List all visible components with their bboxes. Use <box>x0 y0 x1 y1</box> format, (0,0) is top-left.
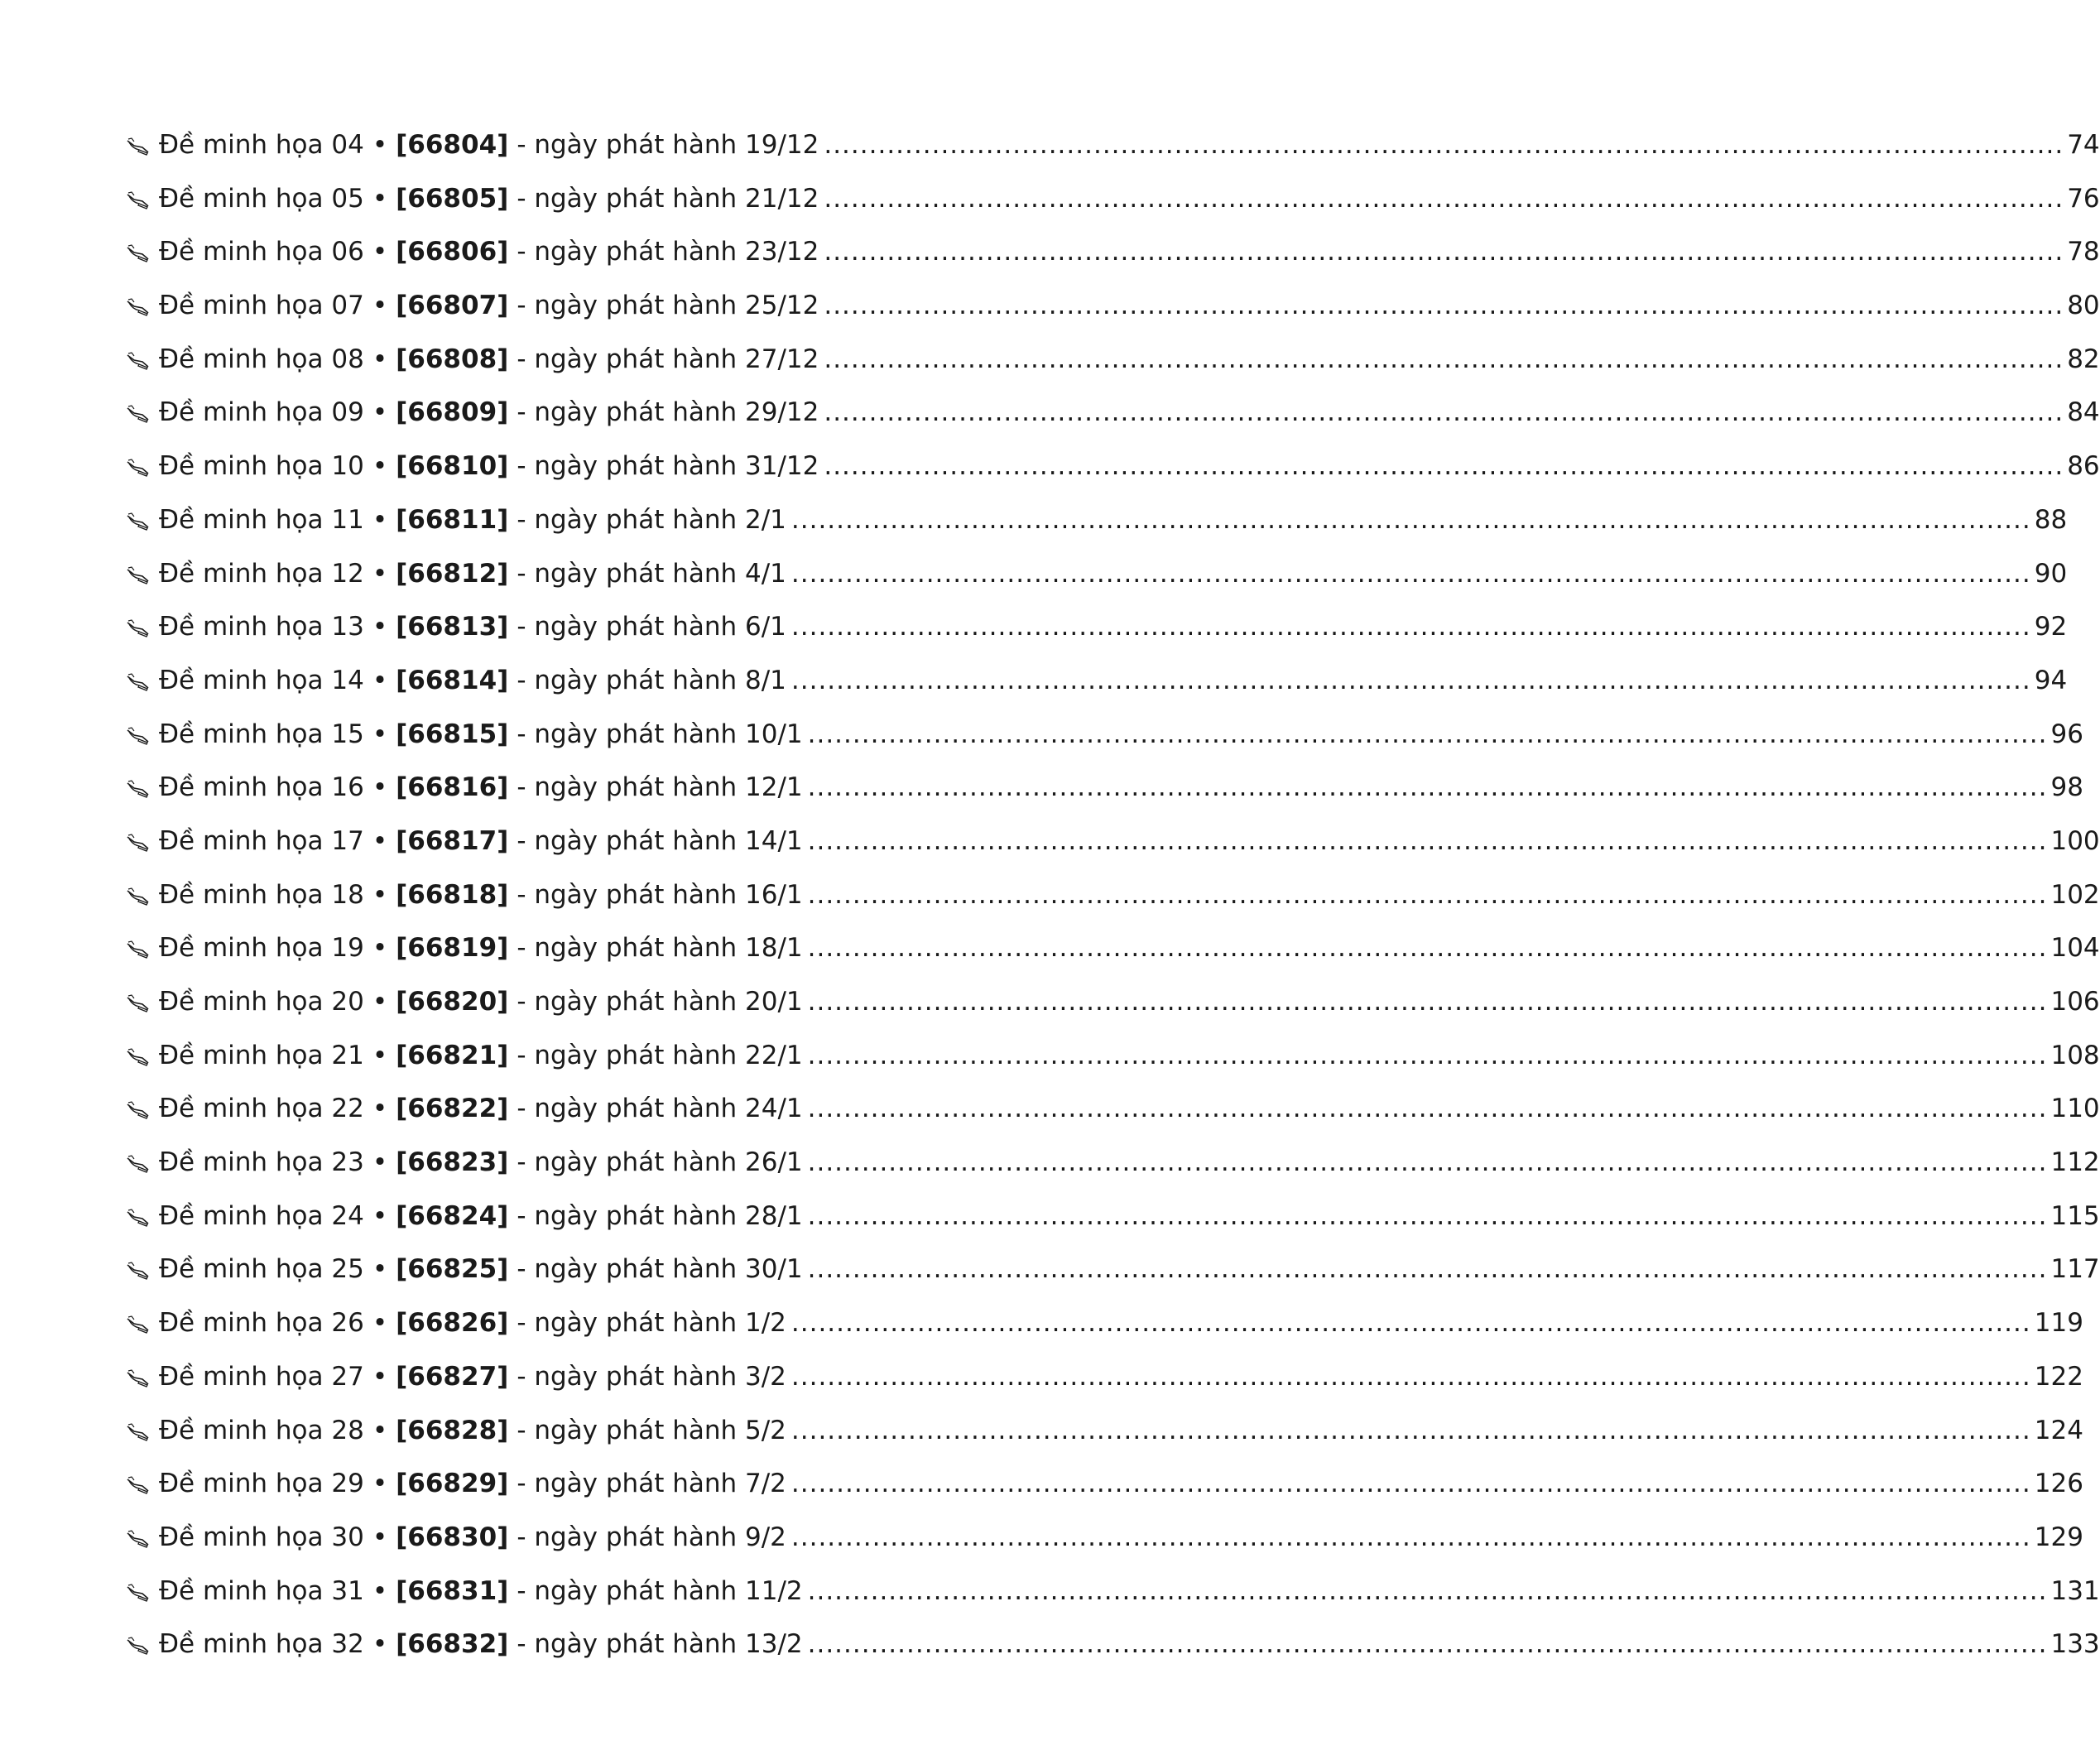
entry-code: [66813] <box>396 612 509 642</box>
dot-leader: .......................................................................................................................................... <box>807 933 2048 964</box>
bullet-separator: • <box>372 719 388 749</box>
entry-code: [66808] <box>396 344 509 374</box>
writing-hand-icon <box>126 457 151 477</box>
entry-title: Đề minh họa 17 <box>159 825 364 856</box>
dot-leader: .......................................................................................................................................... <box>807 719 2048 749</box>
bullet-separator: • <box>372 1415 388 1445</box>
entry-page-number: 82 <box>2067 344 2100 374</box>
entry-title: Đề minh họa 30 <box>159 1522 364 1552</box>
entry-title: Đề minh họa 14 <box>159 665 364 695</box>
entry-title: Đề minh họa 15 <box>159 719 364 749</box>
entry-title: Đề minh họa 18 <box>159 879 364 910</box>
entry-code: [66805] <box>396 183 509 214</box>
bullet-separator: • <box>372 1254 388 1285</box>
table-of-contents <box>126 118 2100 1671</box>
entry-page-number: 96 <box>2050 719 2083 749</box>
entry-code: [66817] <box>396 825 509 856</box>
toc-entry[interactable] <box>126 225 2100 279</box>
bullet-separator: • <box>372 987 388 1017</box>
dot-leader: .......................................................................................................................................... <box>807 772 2048 803</box>
entry-title: Đề minh họa 31 <box>159 1575 364 1606</box>
toc-entry[interactable] <box>126 1511 2083 1565</box>
writing-hand-icon <box>126 1635 151 1655</box>
bullet-separator: • <box>372 237 388 267</box>
entry-title: Đề minh họa 20 <box>159 987 364 1017</box>
entry-code: [66820] <box>396 987 509 1017</box>
entry-page-number: 94 <box>2034 665 2068 695</box>
bullet-separator: • <box>372 291 388 321</box>
toc-entry[interactable] <box>126 815 2100 868</box>
entry-page-number: 115 <box>2050 1200 2100 1231</box>
writing-hand-icon <box>126 565 151 584</box>
entry-page-number: 108 <box>2050 1040 2100 1070</box>
entry-release-date: - ngày phát hành 5/2 <box>517 1415 786 1445</box>
dot-leader: .......................................................................................................................................... <box>791 1522 2031 1552</box>
dot-leader: .......................................................................................................................................... <box>824 183 2064 214</box>
entry-title: Đề minh họa 13 <box>159 612 364 642</box>
toc-entry[interactable] <box>126 921 2100 975</box>
entry-code: [66804] <box>396 130 509 160</box>
entry-release-date: - ngày phát hành 7/2 <box>517 1469 786 1499</box>
bullet-separator: • <box>372 612 388 642</box>
dot-leader: .......................................................................................................................................... <box>807 1094 2048 1124</box>
toc-entry[interactable] <box>126 1136 2100 1190</box>
bullet-separator: • <box>372 1308 388 1339</box>
entry-code: [66806] <box>396 237 509 267</box>
entry-page-number: 86 <box>2067 451 2100 482</box>
entry-release-date: - ngày phát hành 25/12 <box>517 291 819 321</box>
entry-release-date: - ngày phát hành 4/1 <box>517 558 786 589</box>
entry-page-number: 78 <box>2067 237 2100 267</box>
writing-hand-icon <box>126 1099 151 1119</box>
entry-release-date: - ngày phát hành 9/2 <box>517 1522 786 1552</box>
entry-title: Đề minh họa 12 <box>159 558 364 589</box>
entry-title: Đề minh họa 10 <box>159 451 364 482</box>
bullet-separator: • <box>372 825 388 856</box>
writing-hand-icon <box>126 1368 151 1387</box>
entry-code: [66826] <box>396 1308 509 1339</box>
toc-entry[interactable] <box>126 600 2068 654</box>
entry-page-number: 131 <box>2050 1575 2100 1606</box>
entry-title: Đề minh họa 32 <box>159 1629 364 1660</box>
entry-release-date: - ngày phát hành 14/1 <box>517 825 803 856</box>
writing-hand-icon <box>126 993 151 1012</box>
entry-page-number: 126 <box>2034 1469 2083 1499</box>
toc-entry[interactable] <box>126 1243 2100 1296</box>
writing-hand-icon <box>126 886 151 906</box>
dot-leader: .......................................................................................................................................... <box>791 612 2031 642</box>
entry-code: [66818] <box>396 879 509 910</box>
bullet-separator: • <box>372 665 388 695</box>
writing-hand-icon <box>126 1421 151 1441</box>
entry-title: Đề minh họa 24 <box>159 1200 364 1231</box>
dot-leader: .......................................................................................................................................... <box>824 397 2064 428</box>
entry-release-date: - ngày phát hành 22/1 <box>517 1040 803 1070</box>
dot-leader: .......................................................................................................................................... <box>791 1415 2031 1445</box>
entry-code: [66828] <box>396 1415 509 1445</box>
writing-hand-icon <box>126 1314 151 1334</box>
dot-leader: .......................................................................................................................................... <box>824 344 2064 374</box>
toc-entry[interactable] <box>126 440 2100 493</box>
dot-leader: .......................................................................................................................................... <box>791 665 2031 695</box>
toc-entry[interactable] <box>126 1296 2083 1350</box>
bullet-separator: • <box>372 558 388 589</box>
entry-title: Đề minh họa 23 <box>159 1147 364 1178</box>
entry-title: Đề minh họa 08 <box>159 344 364 374</box>
dot-leader: .......................................................................................................................................... <box>791 558 2031 589</box>
dot-leader: .......................................................................................................................................... <box>807 879 2048 910</box>
entry-release-date: - ngày phát hành 6/1 <box>517 612 786 642</box>
entry-page-number: 88 <box>2034 504 2068 535</box>
entry-title: Đề minh họa 07 <box>159 291 364 321</box>
dot-leader: .......................................................................................................................................... <box>824 130 2064 160</box>
entry-page-number: 98 <box>2050 772 2083 803</box>
entry-code: [66832] <box>396 1629 509 1660</box>
entry-title: Đề minh họa 19 <box>159 933 364 964</box>
entry-title: Đề minh họa 05 <box>159 183 364 214</box>
toc-entry[interactable] <box>126 279 2100 333</box>
entry-title: Đề minh họa 21 <box>159 1040 364 1070</box>
toc-entry[interactable] <box>126 1082 2100 1136</box>
entry-page-number: 92 <box>2034 612 2068 642</box>
entry-code: [66812] <box>396 558 509 589</box>
bullet-separator: • <box>372 1361 388 1392</box>
bullet-separator: • <box>372 933 388 964</box>
entry-release-date: - ngày phát hành 27/12 <box>517 344 819 374</box>
toc-entry[interactable] <box>126 868 2100 922</box>
dot-leader: .......................................................................................................................................... <box>807 1147 2048 1178</box>
entry-code: [66816] <box>396 772 509 803</box>
bullet-separator: • <box>372 1575 388 1606</box>
toc-entry[interactable] <box>126 1029 2100 1083</box>
entry-page-number: 117 <box>2050 1254 2100 1285</box>
entry-code: [66823] <box>396 1147 509 1178</box>
entry-page-number: 110 <box>2050 1094 2100 1124</box>
dot-leader: .......................................................................................................................................... <box>824 451 2064 482</box>
entry-release-date: - ngày phát hành 23/12 <box>517 237 819 267</box>
writing-hand-icon <box>126 1046 151 1066</box>
writing-hand-icon <box>126 1260 151 1280</box>
toc-entry[interactable] <box>126 1404 2083 1458</box>
entry-page-number: 102 <box>2050 879 2100 910</box>
entry-page-number: 122 <box>2034 1361 2083 1392</box>
bullet-separator: • <box>372 772 388 803</box>
writing-hand-icon <box>126 1153 151 1173</box>
bullet-separator: • <box>372 1147 388 1178</box>
entry-release-date: - ngày phát hành 26/1 <box>517 1147 803 1178</box>
entry-release-date: - ngày phát hành 30/1 <box>517 1254 803 1285</box>
entry-release-date: - ngày phát hành 29/12 <box>517 397 819 428</box>
toc-entry[interactable] <box>126 654 2068 708</box>
toc-entry[interactable] <box>126 333 2100 387</box>
writing-hand-icon <box>126 939 151 959</box>
entry-title: Đề minh họa 28 <box>159 1415 364 1445</box>
entry-title: Đề minh họa 06 <box>159 237 364 267</box>
bullet-separator: • <box>372 1469 388 1499</box>
entry-page-number: 129 <box>2034 1522 2083 1552</box>
toc-entry[interactable] <box>126 1190 2100 1243</box>
entry-code: [66819] <box>396 933 509 964</box>
dot-leader: .......................................................................................................................................... <box>824 291 2064 321</box>
entry-title: Đề minh họa 27 <box>159 1361 364 1392</box>
dot-leader: .......................................................................................................................................... <box>807 1200 2048 1231</box>
entry-release-date: - ngày phát hành 18/1 <box>517 933 803 964</box>
bullet-separator: • <box>372 504 388 535</box>
entry-release-date: - ngày phát hành 19/12 <box>517 130 819 160</box>
entry-code: [66830] <box>396 1522 509 1552</box>
writing-hand-icon <box>126 1582 151 1602</box>
entry-release-date: - ngày phát hành 3/2 <box>517 1361 786 1392</box>
entry-code: [66811] <box>396 504 509 535</box>
entry-code: [66831] <box>396 1575 509 1606</box>
entry-title: Đề minh họa 16 <box>159 772 364 803</box>
entry-code: [66814] <box>396 665 509 695</box>
toc-entry[interactable] <box>126 708 2083 762</box>
toc-entry[interactable] <box>126 1618 2100 1671</box>
writing-hand-icon <box>126 136 151 156</box>
writing-hand-icon <box>126 403 151 423</box>
writing-hand-icon <box>126 296 151 316</box>
entry-page-number: 124 <box>2034 1415 2083 1445</box>
bullet-separator: • <box>372 397 388 428</box>
entry-title: Đề minh họa 22 <box>159 1094 364 1124</box>
writing-hand-icon <box>126 243 151 262</box>
entry-code: [66810] <box>396 451 509 482</box>
toc-entry[interactable] <box>126 547 2068 601</box>
writing-hand-icon <box>126 671 151 691</box>
writing-hand-icon <box>126 778 151 798</box>
entry-page-number: 74 <box>2067 130 2100 160</box>
entry-page-number: 84 <box>2067 397 2100 428</box>
dot-leader: .......................................................................................................................................... <box>807 1254 2048 1285</box>
dot-leader: .......................................................................................................................................... <box>807 987 2048 1017</box>
entry-release-date: - ngày phát hành 24/1 <box>517 1094 803 1124</box>
entry-page-number: 76 <box>2067 183 2100 214</box>
entry-page-number: 80 <box>2067 291 2100 321</box>
entry-title: Đề minh họa 29 <box>159 1469 364 1499</box>
writing-hand-icon <box>126 350 151 370</box>
bullet-separator: • <box>372 183 388 214</box>
writing-hand-icon <box>126 1207 151 1227</box>
toc-entry[interactable] <box>126 386 2100 440</box>
bullet-separator: • <box>372 344 388 374</box>
entry-page-number: 104 <box>2050 933 2100 964</box>
entry-release-date: - ngày phát hành 20/1 <box>517 987 803 1017</box>
entry-title: Đề minh họa 04 <box>159 130 364 160</box>
toc-entry[interactable] <box>126 493 2068 547</box>
entry-code: [66809] <box>396 397 509 428</box>
entry-page-number: 133 <box>2050 1629 2100 1660</box>
toc-entry[interactable] <box>126 1457 2083 1511</box>
bullet-separator: • <box>372 879 388 910</box>
dot-leader: .......................................................................................................................................... <box>807 825 2048 856</box>
dot-leader: .......................................................................................................................................... <box>807 1629 2048 1660</box>
entry-title: Đề minh họa 25 <box>159 1254 364 1285</box>
entry-code: [66807] <box>396 291 509 321</box>
entry-release-date: - ngày phát hành 11/2 <box>517 1575 803 1606</box>
bullet-separator: • <box>372 1040 388 1070</box>
dot-leader: .......................................................................................................................................... <box>791 1469 2031 1499</box>
entry-release-date: - ngày phát hành 10/1 <box>517 719 803 749</box>
entry-title: Đề minh họa 26 <box>159 1308 364 1339</box>
entry-page-number: 106 <box>2050 987 2100 1017</box>
entry-release-date: - ngày phát hành 2/1 <box>517 504 786 535</box>
bullet-separator: • <box>372 451 388 482</box>
toc-entry[interactable] <box>126 975 2100 1029</box>
entry-release-date: - ngày phát hành 12/1 <box>517 772 803 803</box>
entry-code: [66829] <box>396 1469 509 1499</box>
dot-leader: .......................................................................................................................................... <box>791 1361 2031 1392</box>
writing-hand-icon <box>126 832 151 852</box>
writing-hand-icon <box>126 511 151 531</box>
entry-release-date: - ngày phát hành 16/1 <box>517 879 803 910</box>
toc-entry[interactable] <box>126 1565 2100 1618</box>
writing-hand-icon <box>126 618 151 637</box>
bullet-separator: • <box>372 1522 388 1552</box>
entry-code: [66827] <box>396 1361 509 1392</box>
entry-release-date: - ngày phát hành 21/12 <box>517 183 819 214</box>
toc-entry[interactable] <box>126 761 2083 815</box>
writing-hand-icon <box>126 190 151 209</box>
dot-leader: .......................................................................................................................................... <box>807 1575 2048 1606</box>
toc-entry[interactable] <box>126 1350 2083 1404</box>
toc-entry[interactable] <box>126 172 2100 226</box>
writing-hand-icon <box>126 1528 151 1548</box>
entry-page-number: 90 <box>2034 558 2068 589</box>
entry-title: Đề minh họa 09 <box>159 397 364 428</box>
entry-code: [66825] <box>396 1254 509 1285</box>
entry-code: [66821] <box>396 1040 509 1070</box>
writing-hand-icon <box>126 725 151 745</box>
entry-page-number: 100 <box>2050 825 2100 856</box>
entry-code: [66822] <box>396 1094 509 1124</box>
entry-code: [66824] <box>396 1200 509 1231</box>
entry-release-date: - ngày phát hành 1/2 <box>517 1308 786 1339</box>
entry-release-date: - ngày phát hành 28/1 <box>517 1200 803 1231</box>
writing-hand-icon <box>126 1474 151 1494</box>
bullet-separator: • <box>372 130 388 160</box>
toc-entry[interactable] <box>126 118 2100 172</box>
entry-code: [66815] <box>396 719 509 749</box>
entry-page-number: 112 <box>2050 1147 2100 1178</box>
entry-release-date: - ngày phát hành 31/12 <box>517 451 819 482</box>
dot-leader: .......................................................................................................................................... <box>824 237 2064 267</box>
bullet-separator: • <box>372 1094 388 1124</box>
dot-leader: .......................................................................................................................................... <box>791 504 2031 535</box>
bullet-separator: • <box>372 1629 388 1660</box>
entry-page-number: 119 <box>2034 1308 2083 1339</box>
bullet-separator: • <box>372 1200 388 1231</box>
dot-leader: .......................................................................................................................................... <box>807 1040 2048 1070</box>
entry-release-date: - ngày phát hành 13/2 <box>517 1629 803 1660</box>
dot-leader: .......................................................................................................................................... <box>791 1308 2031 1339</box>
entry-release-date: - ngày phát hành 8/1 <box>517 665 786 695</box>
entry-title: Đề minh họa 11 <box>159 504 364 535</box>
